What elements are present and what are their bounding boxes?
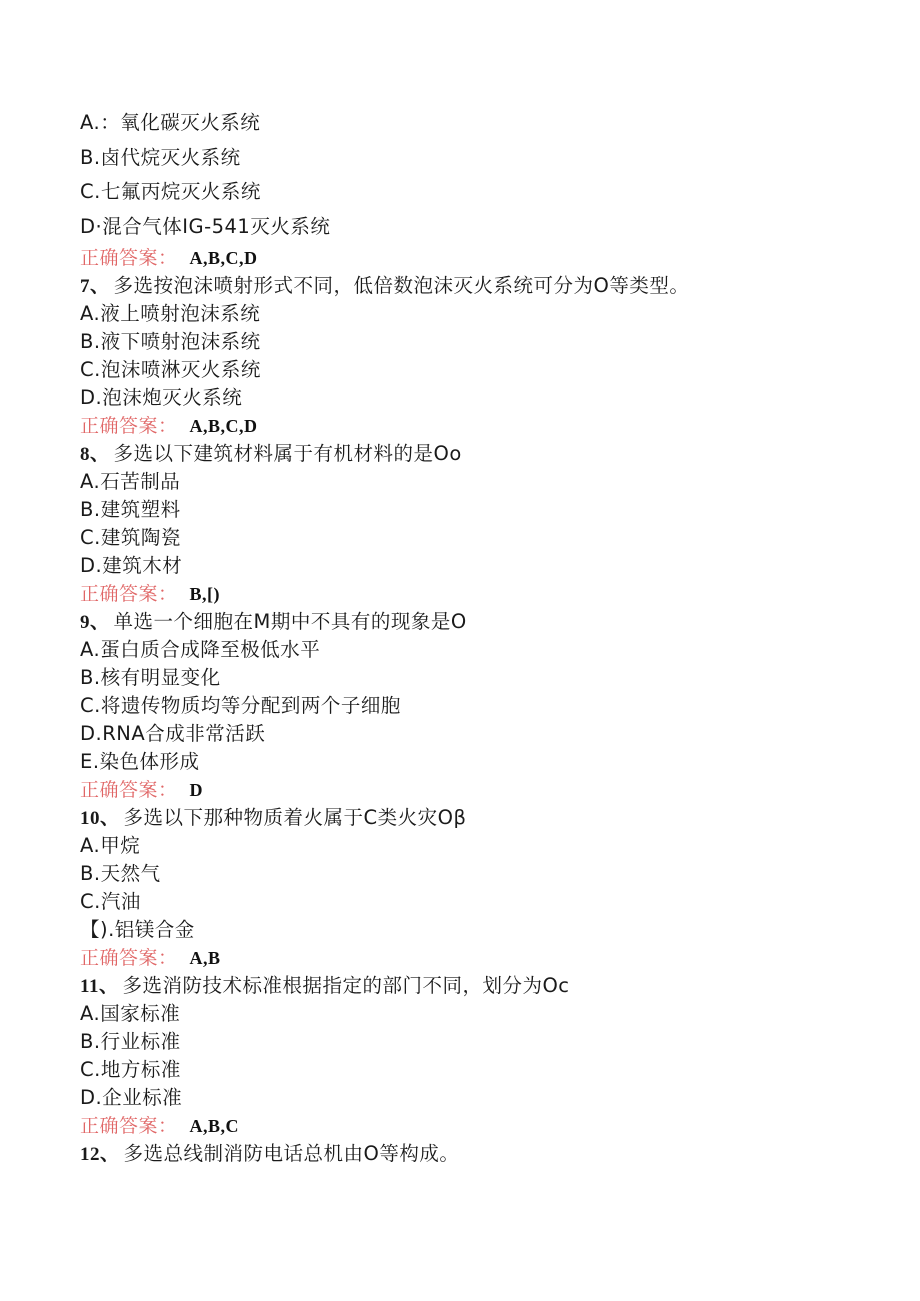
option-text: A.液上喷射泡沫系统 bbox=[80, 302, 261, 325]
option-line bbox=[80, 210, 880, 245]
option-text: E.染色体形成 bbox=[80, 750, 200, 773]
option-line bbox=[80, 692, 880, 720]
option-line bbox=[80, 356, 880, 384]
answer-label: 正确答案： bbox=[80, 947, 178, 969]
answer-label: 正确答案： bbox=[80, 779, 178, 801]
answer-line bbox=[80, 412, 880, 440]
question-line bbox=[80, 608, 880, 636]
answer-value: A,B,C,D bbox=[189, 416, 258, 436]
option-text: D·混合气体IG-541灭火系统 bbox=[80, 214, 331, 238]
question-text: 多选按泡沫喷射形式不同，低倍数泡沫灭火系统可分为O等类型。 bbox=[113, 274, 690, 297]
option-text: C.建筑陶瓷 bbox=[80, 526, 181, 549]
answer-line bbox=[80, 1112, 880, 1140]
question-number: 9、 bbox=[80, 612, 110, 633]
question-line bbox=[80, 440, 880, 468]
question-text: 多选消防技术标准根据指定的部门不同，划分为Oc bbox=[122, 974, 570, 997]
option-text: B.卤代烷灭火系统 bbox=[80, 145, 241, 169]
question-line bbox=[80, 272, 880, 300]
option-text: B.液下喷射泡沫系统 bbox=[80, 330, 261, 353]
option-text: C.汽油 bbox=[80, 890, 141, 913]
answer-label: 正确答案： bbox=[80, 583, 178, 605]
option-line bbox=[80, 636, 880, 664]
answer-label: 正确答案： bbox=[80, 415, 178, 437]
answer-value: A,B bbox=[189, 948, 221, 968]
option-line bbox=[80, 1084, 880, 1112]
question-line bbox=[80, 804, 880, 832]
option-text: A.甲烷 bbox=[80, 834, 141, 857]
option-line bbox=[80, 860, 880, 888]
question-line bbox=[80, 1140, 880, 1168]
option-text: B.行业标准 bbox=[80, 1030, 181, 1053]
option-text: C.地方标准 bbox=[80, 1058, 181, 1081]
option-line bbox=[80, 496, 880, 524]
answer-label: 正确答案： bbox=[80, 1115, 178, 1137]
option-line bbox=[80, 328, 880, 356]
answer-line bbox=[80, 944, 880, 972]
answer-line bbox=[80, 580, 880, 608]
option-text: B.建筑塑料 bbox=[80, 498, 181, 521]
option-text: D.企业标准 bbox=[80, 1086, 183, 1109]
option-line bbox=[80, 552, 880, 580]
question-number: 10、 bbox=[80, 808, 120, 829]
option-text: C.将遗传物质均等分配到两个子细胞 bbox=[80, 694, 401, 717]
option-line bbox=[80, 1056, 880, 1084]
option-text: A.蛋白质合成降至极低水平 bbox=[80, 638, 321, 661]
question-line bbox=[80, 972, 880, 1000]
option-line bbox=[80, 300, 880, 328]
question-number: 11、 bbox=[80, 976, 119, 997]
option-text: B.核有明显变化 bbox=[80, 666, 221, 689]
answer-value: A,B,C,D bbox=[189, 248, 258, 268]
option-text: B.天然气 bbox=[80, 862, 161, 885]
option-line bbox=[80, 175, 880, 210]
option-line bbox=[80, 664, 880, 692]
question-text: 多选总线制消防电话总机由O等构成。 bbox=[123, 1142, 460, 1165]
option-line bbox=[80, 1000, 880, 1028]
option-line bbox=[80, 748, 880, 776]
answer-value: B,[) bbox=[189, 584, 221, 604]
question-text: 多选以下那种物质着火属于C类火灾Oβ bbox=[123, 806, 467, 829]
option-text: D.建筑木材 bbox=[80, 554, 183, 577]
answer-value: D bbox=[189, 780, 204, 800]
answer-line bbox=[80, 244, 880, 272]
question-text: 单选一个细胞在M期中不具有的现象是O bbox=[113, 610, 467, 633]
option-line bbox=[80, 524, 880, 552]
option-line bbox=[80, 384, 880, 412]
option-text: D.RNA合成非常活跃 bbox=[80, 722, 266, 745]
option-text: A.国家标准 bbox=[80, 1002, 181, 1025]
answer-value: A,B,C bbox=[189, 1116, 240, 1136]
option-line bbox=[80, 888, 880, 916]
answer-label: 正确答案： bbox=[80, 247, 178, 269]
option-text: C.七氟丙烷灭火系统 bbox=[80, 180, 261, 203]
option-text: A.：氧化碳灭火系统 bbox=[80, 111, 261, 134]
question-number: 8、 bbox=[80, 444, 110, 465]
option-text: 【).铝镁合金 bbox=[80, 918, 195, 941]
option-line bbox=[80, 106, 880, 141]
option-text: A.石苦制品 bbox=[80, 470, 181, 493]
question-text: 多选以下建筑材料属于有机材料的是Oo bbox=[113, 442, 462, 465]
option-line bbox=[80, 1028, 880, 1056]
question-number: 7、 bbox=[80, 276, 110, 297]
option-line bbox=[80, 916, 880, 944]
document-body bbox=[80, 106, 880, 1168]
option-text: C.泡沫喷淋灭火系统 bbox=[80, 358, 261, 381]
option-line bbox=[80, 832, 880, 860]
question-number: 12、 bbox=[80, 1144, 120, 1165]
option-line bbox=[80, 468, 880, 496]
option-line bbox=[80, 141, 880, 176]
answer-line bbox=[80, 776, 880, 804]
option-line bbox=[80, 720, 880, 748]
option-text: D.泡沫炮灭火系统 bbox=[80, 386, 243, 409]
